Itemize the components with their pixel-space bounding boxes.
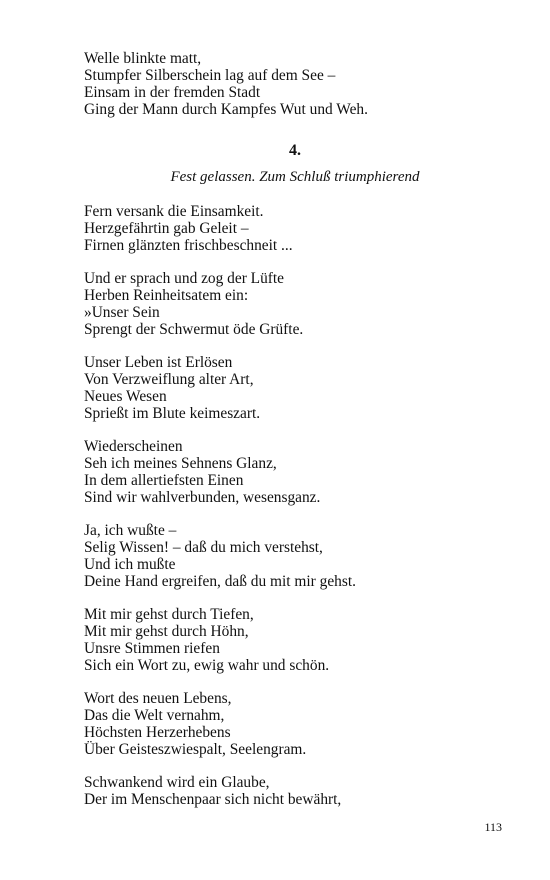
verse-line: Das die Welt vernahm, xyxy=(84,707,225,724)
stanza-9 xyxy=(84,774,504,808)
verse-line: Und ich mußte xyxy=(84,556,176,573)
verse-line: Stumpfer Silberschein lag auf dem See – xyxy=(84,67,336,84)
stanza-4 xyxy=(84,354,504,422)
verse-line: Sprießt im Blute keimeszart. xyxy=(84,405,261,422)
verse-line: Mit mir gehst durch Höhn, xyxy=(84,623,249,640)
verse-line: Ging der Mann durch Kampfes Wut und Weh. xyxy=(84,101,368,118)
verse-line: Wort des neuen Lebens, xyxy=(84,690,232,707)
verse-line: Mit mir gehst durch Tiefen, xyxy=(84,606,254,623)
verse-line: Höchsten Herzerhebens xyxy=(84,724,231,741)
verse-line: Herben Reinheitsatem ein: xyxy=(84,287,249,304)
verse-line: Neues Wesen xyxy=(84,388,167,405)
stanza-2 xyxy=(84,203,504,254)
verse-line: Seh ich meines Sehnens Glanz, xyxy=(84,455,277,472)
verse-line: Selig Wissen! – daß du mich verstehst, xyxy=(84,539,323,556)
stanza-8 xyxy=(84,690,504,758)
tempo-marking: Fest gelassen. Zum Schluß triumphierend xyxy=(170,169,420,185)
verse-line: »Unser Sein xyxy=(84,304,160,321)
verse-line: Wiederscheinen xyxy=(84,438,183,455)
verse-line: Sind wir wahlverbunden, wesensganz. xyxy=(84,489,321,506)
verse-line: Von Verzweiflung alter Art, xyxy=(84,371,254,388)
page-number: 113 xyxy=(484,820,502,834)
verse-line: Fern versank die Einsamkeit. xyxy=(84,203,264,220)
verse-line: Unsre Stimmen riefen xyxy=(84,640,220,657)
stanza-6 xyxy=(84,522,504,590)
verse-line: Über Geisteszwiespalt, Seelengram. xyxy=(84,741,307,758)
stanza-7 xyxy=(84,606,504,674)
stanza-3 xyxy=(84,270,504,338)
verse-line: Unser Leben ist Erlösen xyxy=(84,354,233,371)
verse-line: Einsam in der fremden Stadt xyxy=(84,84,261,101)
verse-line: Ja, ich wußte – xyxy=(84,522,177,539)
verse-line: Welle blinkte matt, xyxy=(84,50,202,67)
verse-line: Sprengt der Schwermut öde Grüfte. xyxy=(84,321,304,338)
verse-line: Der im Menschenpaar sich nicht bewährt, xyxy=(84,791,342,808)
verse-line: Sich ein Wort zu, ewig wahr und schön. xyxy=(84,657,330,674)
stanza-1 xyxy=(84,50,504,118)
verse-line: Deine Hand ergreifen, daß du mit mir gehst. xyxy=(84,573,356,590)
stanza-5 xyxy=(84,438,504,506)
verse-line: Und er sprach und zog der Lüfte xyxy=(84,270,285,287)
verse-line: Schwankend wird ein Glaube, xyxy=(84,774,270,791)
verse-line: Firnen glänzten frischbeschneit ... xyxy=(84,237,293,254)
section-number: 4. xyxy=(289,142,301,159)
verse-line: In dem allertiefsten Einen xyxy=(84,472,244,489)
verse-line: Herzgefährtin gab Geleit – xyxy=(84,220,249,237)
